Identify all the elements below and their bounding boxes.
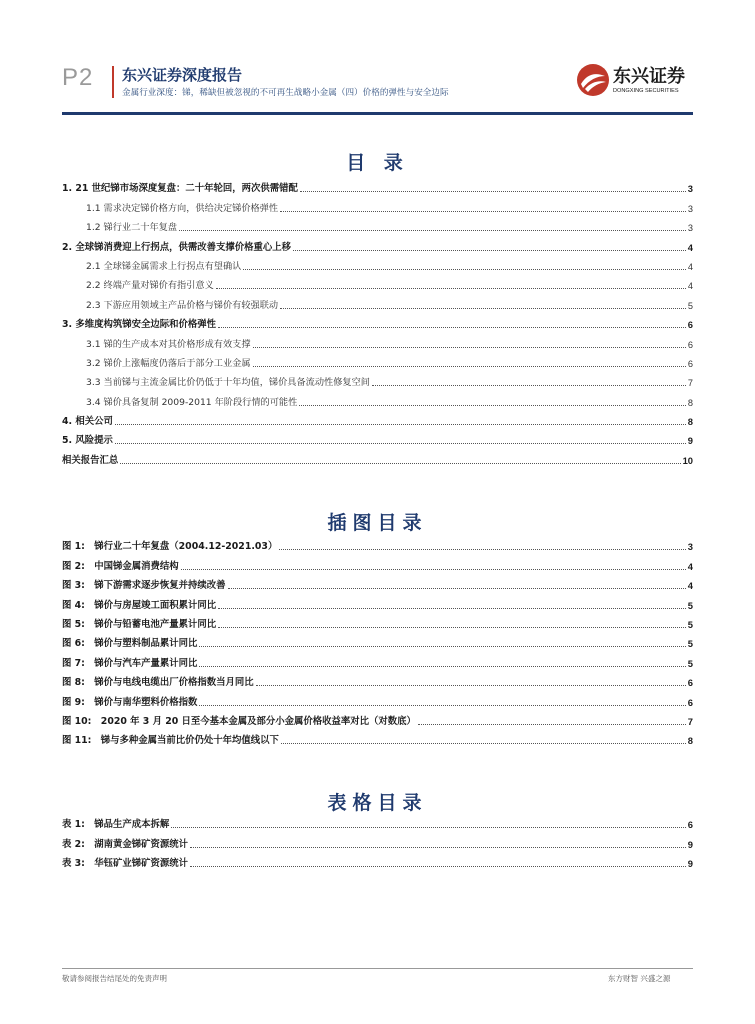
dot-leader xyxy=(418,723,686,725)
dot-leader xyxy=(253,346,686,348)
toc-entry[interactable] xyxy=(62,254,693,273)
toc-entry-page: 3 xyxy=(687,223,693,234)
toc-entry-page: 3 xyxy=(687,183,693,195)
toc-entry-text: 相关报告汇总 xyxy=(62,454,119,466)
tables-list xyxy=(62,812,693,870)
dot-leader xyxy=(218,607,686,609)
toc-entry-page: 9 xyxy=(687,435,693,447)
figures-entry-text: 图 1: 锑行业二十年复盘（2004.12-2021.03） xyxy=(62,541,278,553)
dot-leader xyxy=(199,704,685,706)
toc-entry[interactable] xyxy=(62,331,693,350)
figures-entry[interactable] xyxy=(62,534,693,553)
toc-entry-text: 5. 风险提示 xyxy=(62,435,113,447)
figures-entry-text: 图 9: 锑价与南华塑料价格指数 xyxy=(62,696,198,708)
tables-entry-text: 表 3: 华钰矿业锑矿资源统计 xyxy=(62,858,189,870)
dot-leader xyxy=(218,326,686,328)
toc-entry-text: 1.2 锑行业二十年复盘 xyxy=(86,222,178,234)
figures-entry-page: 5 xyxy=(687,599,693,611)
figures-entry-text: 图 8: 锑价与电线电缆出厂价格指数当月同比 xyxy=(62,677,254,689)
toc-entry[interactable] xyxy=(62,312,693,331)
figures-entry-text: 图 3: 锑下游需求逐步恢复并持续改善 xyxy=(62,580,226,592)
tables-entry[interactable] xyxy=(62,851,693,870)
report-subtitle: 金属行业深度：锑，稀缺但被忽视的不可再生战略小金属（四）价格的弹性与安全边际 xyxy=(122,88,449,98)
dot-leader xyxy=(181,568,686,570)
dot-leader xyxy=(115,423,686,425)
figures-entry-page: 6 xyxy=(687,677,693,689)
toc-title: 目 录 xyxy=(346,152,409,174)
figures-entry-page: 5 xyxy=(687,657,693,669)
dot-leader xyxy=(256,684,686,686)
toc-entry-text: 4. 相关公司 xyxy=(62,416,113,428)
report-title: 东兴证券深度报告 xyxy=(122,66,243,84)
toc-entry-text: 2.2 终端产量对锑价有指引意义 xyxy=(86,280,214,292)
logo-text-en: DONGXING SECURITIES xyxy=(613,88,679,94)
dot-leader xyxy=(299,404,686,406)
toc-entry[interactable] xyxy=(62,370,693,389)
toc-entry-text: 2.1 全球锑金属需求上行拐点有望确认 xyxy=(86,260,242,272)
dot-leader xyxy=(171,826,685,828)
figures-entry-page: 5 xyxy=(687,618,693,630)
dot-leader xyxy=(190,865,686,867)
toc-entry[interactable] xyxy=(62,176,693,195)
toc-entry-text: 1. 21 世纪锑市场深度复盘：二十年轮回，两次供需错配 xyxy=(62,183,298,195)
dot-leader xyxy=(243,268,686,270)
figures-entry-text: 图 11: 锑与多种金属当前比价仍处十年均值线以下 xyxy=(62,735,279,747)
figures-entry[interactable] xyxy=(62,650,693,669)
footer-slogan: 东方财智 兴盛之源 xyxy=(608,974,671,983)
toc-entry[interactable] xyxy=(62,389,693,408)
dot-leader xyxy=(115,442,686,444)
figures-entry[interactable] xyxy=(62,689,693,708)
toc-entry-page: 4 xyxy=(687,261,693,272)
figures-title: 插图目录 xyxy=(327,512,428,534)
figures-entry[interactable] xyxy=(62,670,693,689)
toc-entry-page: 7 xyxy=(687,378,693,389)
toc-entry[interactable] xyxy=(62,447,693,466)
toc-list xyxy=(62,176,693,467)
tables-entry-text: 表 1: 锑品生产成本拆解 xyxy=(62,819,170,831)
figures-entry-text: 图 5: 锑价与铅蓄电池产量累计同比 xyxy=(62,618,217,630)
dot-leader xyxy=(279,548,685,550)
toc-entry-page: 6 xyxy=(687,319,693,331)
toc-entry-page: 4 xyxy=(687,281,693,292)
figures-entry-text: 图 10: 2020 年 3 月 20 日至今基本金属及部分小金属价格收益率对比（对数底） xyxy=(62,715,416,727)
figures-list xyxy=(62,534,693,747)
dot-leader xyxy=(199,645,685,647)
dot-leader xyxy=(120,462,680,464)
dot-leader xyxy=(216,287,686,289)
figures-entry[interactable] xyxy=(62,573,693,592)
figures-entry-text: 图 4: 锑价与房屋竣工面积累计同比 xyxy=(62,599,217,611)
tables-entry-page: 9 xyxy=(687,838,693,850)
dot-leader xyxy=(179,229,686,231)
toc-entry-page: 8 xyxy=(687,416,693,428)
figures-entry-page: 4 xyxy=(687,580,693,592)
figures-entry-page: 5 xyxy=(687,638,693,650)
figures-entry-page: 3 xyxy=(687,541,693,553)
toc-entry-page: 3 xyxy=(687,203,693,214)
figures-entry[interactable] xyxy=(62,631,693,650)
toc-entry[interactable] xyxy=(62,428,693,447)
footer-rule xyxy=(62,968,693,969)
header-rule xyxy=(62,112,693,115)
figures-entry-page: 6 xyxy=(687,696,693,708)
page-header xyxy=(0,0,755,118)
logo-text-cn: 东兴证券 xyxy=(613,66,685,87)
toc-entry-text: 3.4 锑价具备复制 2009-2011 年阶段行情的可能性 xyxy=(86,396,298,408)
toc-entry[interactable] xyxy=(62,292,693,311)
figures-entry-text: 图 7: 锑价与汽车产量累计同比 xyxy=(62,657,198,669)
figures-entry[interactable] xyxy=(62,553,693,572)
figures-entry[interactable] xyxy=(62,709,693,728)
tables-entry-page: 9 xyxy=(687,858,693,870)
toc-entry-text: 2.3 下游应用领域主产品价格与锑价有较强联动 xyxy=(86,299,279,311)
dot-leader xyxy=(280,210,686,212)
dot-leader xyxy=(300,190,686,192)
toc-entry-page: 6 xyxy=(687,358,693,369)
toc-entry-page: 10 xyxy=(682,454,693,466)
tables-entry[interactable] xyxy=(62,812,693,831)
header-divider xyxy=(112,66,114,98)
dot-leader xyxy=(281,742,686,744)
page-number: P2 xyxy=(62,64,94,91)
dot-leader xyxy=(280,307,686,309)
toc-entry[interactable] xyxy=(62,234,693,253)
tables-entry-text: 表 2: 湖南黄金锑矿资源统计 xyxy=(62,838,189,850)
tables-entry-page: 6 xyxy=(687,819,693,831)
company-logo xyxy=(575,60,695,104)
figures-entry-page: 7 xyxy=(687,715,693,727)
figures-entry-text: 图 2: 中国锑金属消费结构 xyxy=(62,560,179,572)
toc-entry-text: 3.2 锑价上涨幅度仍落后于部分工业金属 xyxy=(86,357,251,369)
dot-leader xyxy=(218,626,686,628)
toc-entry-page: 5 xyxy=(687,300,693,311)
dot-leader xyxy=(228,587,686,589)
figures-entry[interactable] xyxy=(62,728,693,747)
toc-entry-page: 4 xyxy=(687,241,693,253)
toc-entry-text: 3.1 锑的生产成本对其价格形成有效支撑 xyxy=(86,338,251,350)
figures-entry-page: 4 xyxy=(687,560,693,572)
logo-mark-icon xyxy=(575,62,611,98)
dot-leader xyxy=(293,249,686,251)
dot-leader xyxy=(253,365,686,367)
tables-title: 表格目录 xyxy=(327,792,428,814)
toc-entry-page: 6 xyxy=(687,339,693,350)
figures-entry-text: 图 6: 锑价与塑料制品累计同比 xyxy=(62,638,198,650)
dot-leader xyxy=(372,384,686,386)
dot-leader xyxy=(199,665,685,667)
toc-entry[interactable] xyxy=(62,273,693,292)
figures-entry[interactable] xyxy=(62,592,693,611)
toc-entry-text: 3.3 当前锑与主流金属比价仍低于十年均值，锑价具备流动性修复空间 xyxy=(86,377,370,389)
toc-entry-text: 1.1 需求决定锑价格方向，供给决定锑价格弹性 xyxy=(86,202,279,214)
tables-entry[interactable] xyxy=(62,831,693,850)
toc-entry[interactable] xyxy=(62,195,693,214)
toc-entry[interactable] xyxy=(62,351,693,370)
toc-entry-page: 8 xyxy=(687,397,693,408)
toc-entry[interactable] xyxy=(62,409,693,428)
toc-entry-text: 2. 全球锑消费迎上行拐点，供需改善支撑价格重心上移 xyxy=(62,241,291,253)
figures-entry-page: 8 xyxy=(687,735,693,747)
toc-entry-text: 3. 多维度构筑锑安全边际和价格弹性 xyxy=(62,319,216,331)
dot-leader xyxy=(190,846,686,848)
figures-entry[interactable] xyxy=(62,612,693,631)
footer-disclaimer: 敬请参阅报告结尾处的免责声明 xyxy=(62,974,167,983)
toc-entry[interactable] xyxy=(62,215,693,234)
